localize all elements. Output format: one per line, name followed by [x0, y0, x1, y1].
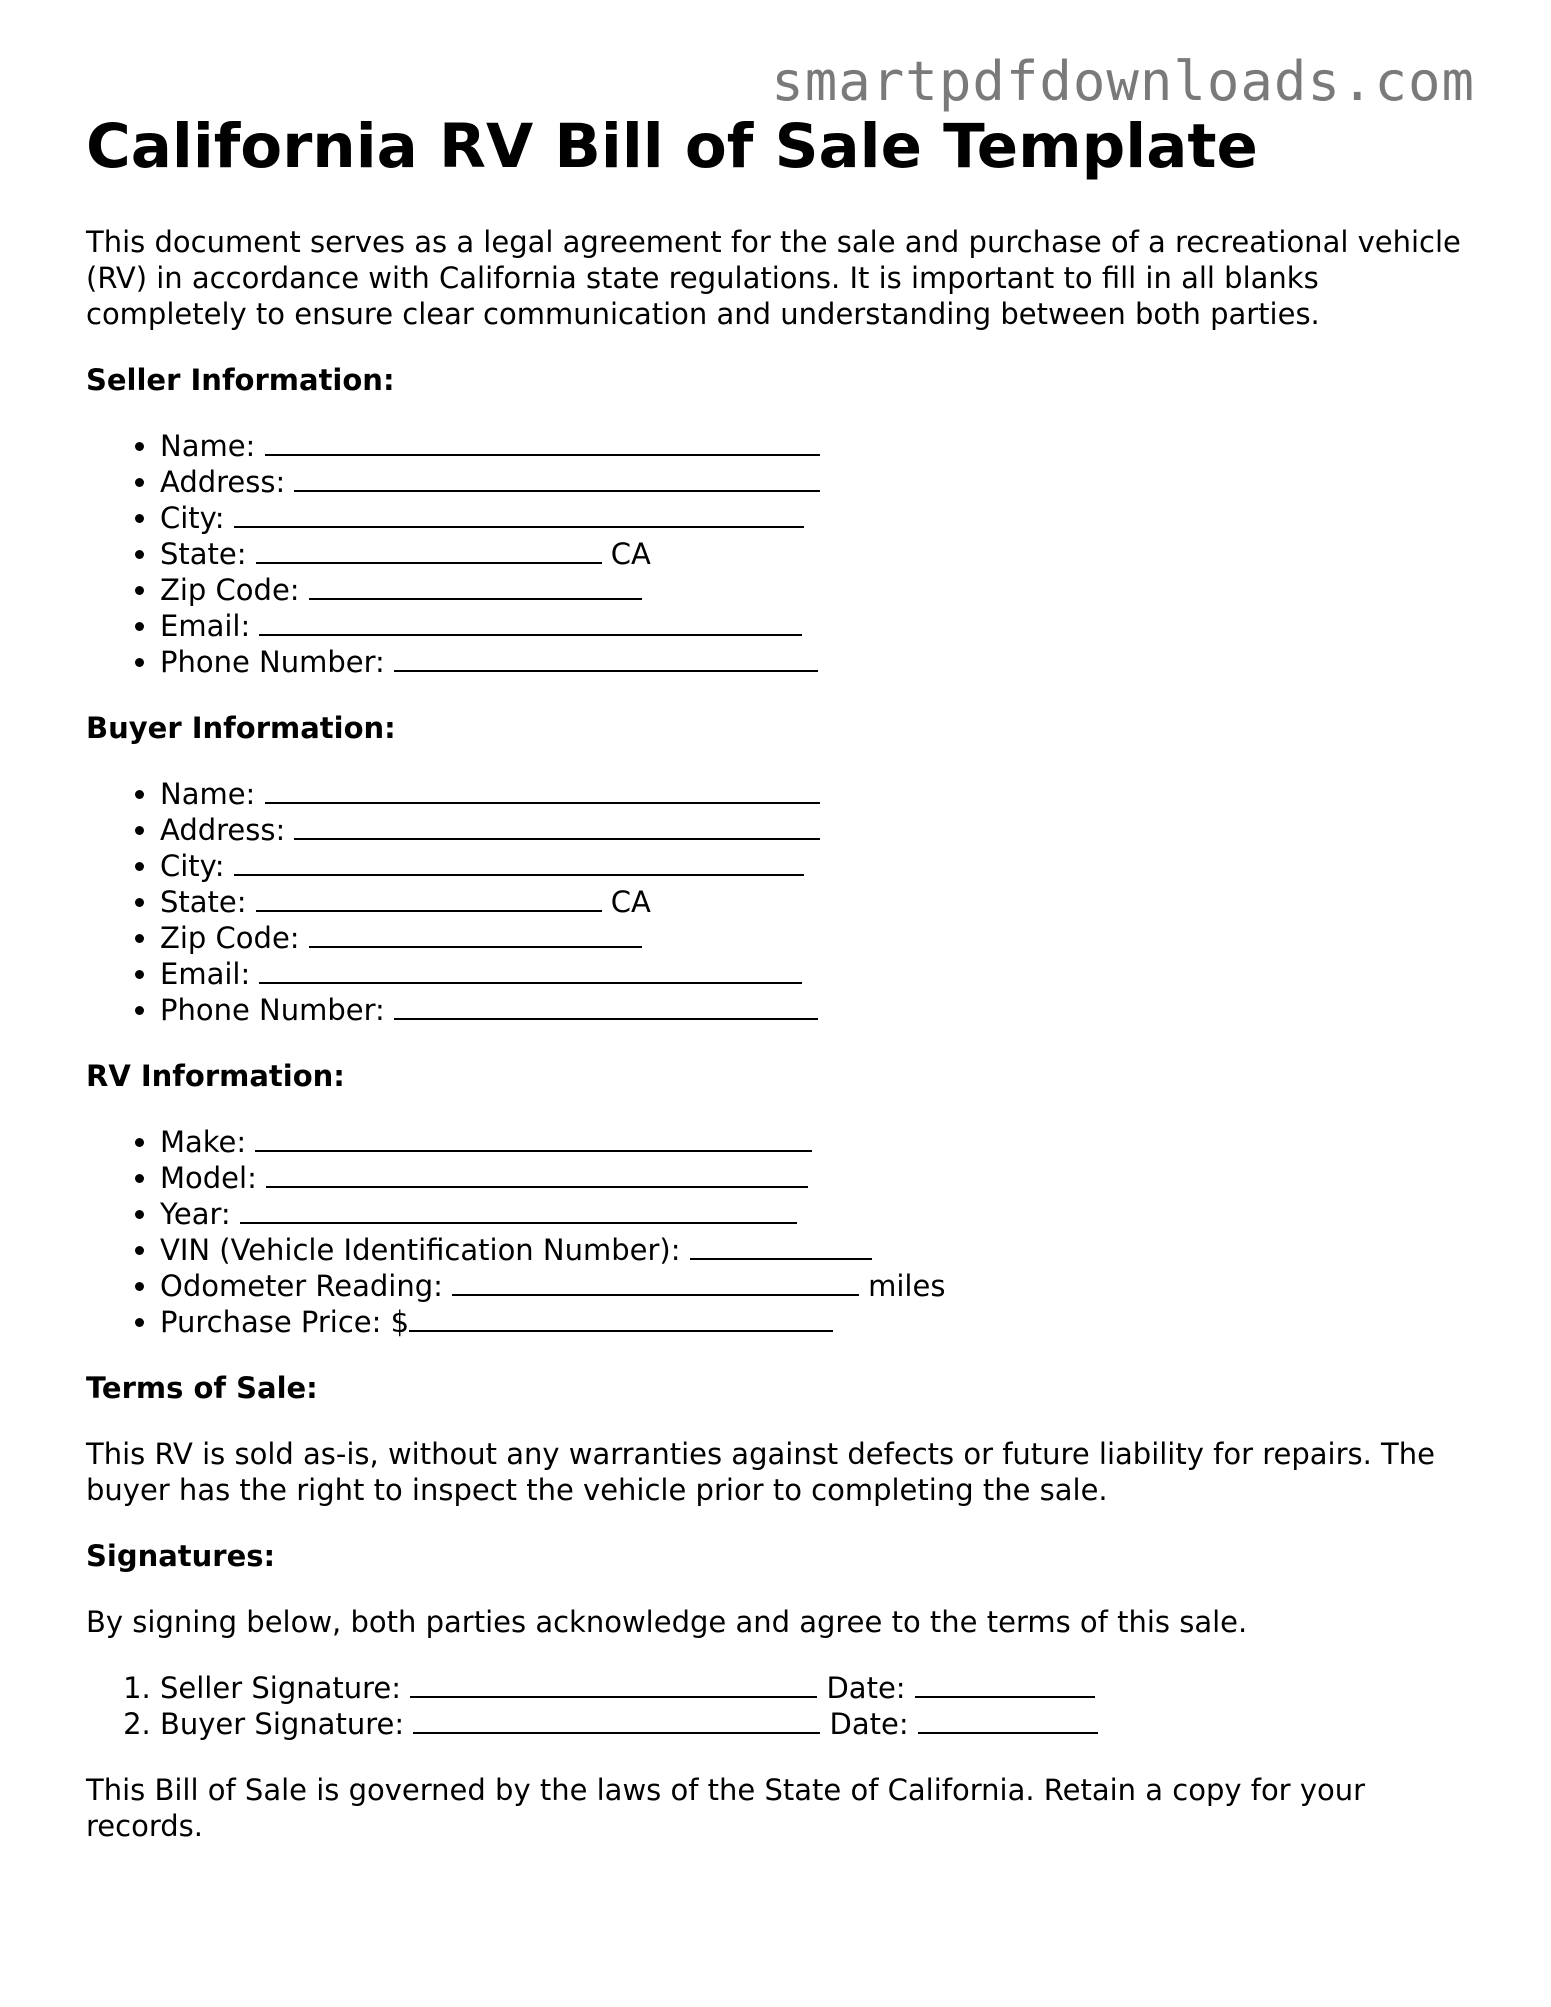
seller-zip-blank[interactable]: [309, 572, 642, 600]
rv-model-blank[interactable]: [266, 1160, 808, 1188]
rv-make-blank[interactable]: [255, 1124, 812, 1152]
buyer-state-suffix: CA: [610, 885, 651, 919]
buyer-city-field: • City:: [160, 848, 1476, 884]
seller-address-field: • Address:: [160, 464, 1476, 500]
rv-year-blank[interactable]: [240, 1196, 797, 1224]
buyer-phone-blank[interactable]: [394, 992, 818, 1020]
buyer-fields: [86, 776, 1476, 1028]
seller-email-blank[interactable]: [259, 608, 802, 636]
seller-address-blank[interactable]: [294, 464, 820, 492]
rv-year-field: • Year:: [160, 1196, 1476, 1232]
buyer-address-field: • Address:: [160, 812, 1476, 848]
seller-state-field: • State: CA: [160, 536, 1476, 572]
watermark: smartpdfdownloads.com: [771, 50, 1475, 113]
seller-city-field: • City:: [160, 500, 1476, 536]
rv-model-field: • Model:: [160, 1160, 1476, 1196]
rv-heading: RV Information:: [86, 1059, 345, 1093]
rv-fields: [86, 1124, 1476, 1340]
rv-odometer-blank[interactable]: [452, 1268, 859, 1296]
buyer-zip-field: • Zip Code:: [160, 920, 1476, 956]
buyer-signature-blank[interactable]: [413, 1706, 820, 1734]
seller-city-blank[interactable]: [234, 500, 804, 528]
buyer-email-field: • Email:: [160, 956, 1476, 992]
terms-paragraph: This RV is sold as-is, without any warranties against defects or future liability for repairs. The buyer has the right to inspect the vehicle prior to completing the sale.: [86, 1437, 1435, 1507]
terms-heading: Terms of Sale:: [86, 1371, 318, 1405]
rv-price-field: • Purchase Price: $: [160, 1304, 1476, 1340]
seller-state-suffix: CA: [610, 537, 651, 571]
rv-make-field: • Make:: [160, 1124, 1476, 1160]
seller-name-blank[interactable]: [265, 428, 820, 456]
seller-date-blank[interactable]: [915, 1670, 1095, 1698]
buyer-zip-blank[interactable]: [309, 920, 642, 948]
seller-email-field: • Email:: [160, 608, 1476, 644]
seller-state-blank[interactable]: [256, 536, 602, 564]
buyer-state-field: • State: CA: [160, 884, 1476, 920]
seller-signature-line: 1. Seller Signature: Date:: [160, 1670, 1476, 1706]
seller-name-field: • Name:: [160, 428, 1476, 464]
rv-odometer-field: • Odometer Reading: miles: [160, 1268, 1476, 1304]
buyer-email-blank[interactable]: [259, 956, 802, 984]
buyer-signature-line: 2. Buyer Signature: Date:: [160, 1706, 1476, 1742]
buyer-address-blank[interactable]: [294, 812, 820, 840]
seller-fields: [86, 428, 1476, 680]
buyer-name-blank[interactable]: [265, 776, 820, 804]
intro-paragraph: This document serves as a legal agreement for the sale and purchase of a recreational vehicle (RV) in accordance with California state regulations. It is important to fill in all blanks completely to ensure clear communication and understanding between both parties.: [86, 225, 1461, 331]
rv-vin-field: • VIN (Vehicle Identification Number):: [160, 1232, 1476, 1268]
buyer-city-blank[interactable]: [234, 848, 804, 876]
rv-price-blank[interactable]: [409, 1304, 833, 1332]
seller-signature-blank[interactable]: [410, 1670, 817, 1698]
buyer-date-blank[interactable]: [918, 1706, 1098, 1734]
document-page: [86, 105, 1476, 1844]
buyer-heading: Buyer Information:: [86, 711, 396, 745]
footer-paragraph: This Bill of Sale is governed by the laws of the State of California. Retain a copy for your records.: [86, 1773, 1366, 1843]
seller-phone-field: • Phone Number:: [160, 644, 1476, 680]
signatures-paragraph: By signing below, both parties acknowledge and agree to the terms of this sale.: [86, 1605, 1248, 1639]
rv-vin-blank[interactable]: [690, 1232, 872, 1260]
seller-heading: Seller Information:: [86, 363, 395, 397]
signature-lines: [86, 1670, 1476, 1742]
rv-odometer-suffix: miles: [868, 1269, 946, 1303]
buyer-phone-field: • Phone Number:: [160, 992, 1476, 1028]
seller-phone-blank[interactable]: [394, 644, 818, 672]
buyer-state-blank[interactable]: [256, 884, 602, 912]
signatures-heading: Signatures:: [86, 1539, 276, 1573]
document-title: California RV Bill of Sale Template: [86, 111, 1258, 182]
buyer-name-field: • Name:: [160, 776, 1476, 812]
seller-zip-field: • Zip Code:: [160, 572, 1476, 608]
